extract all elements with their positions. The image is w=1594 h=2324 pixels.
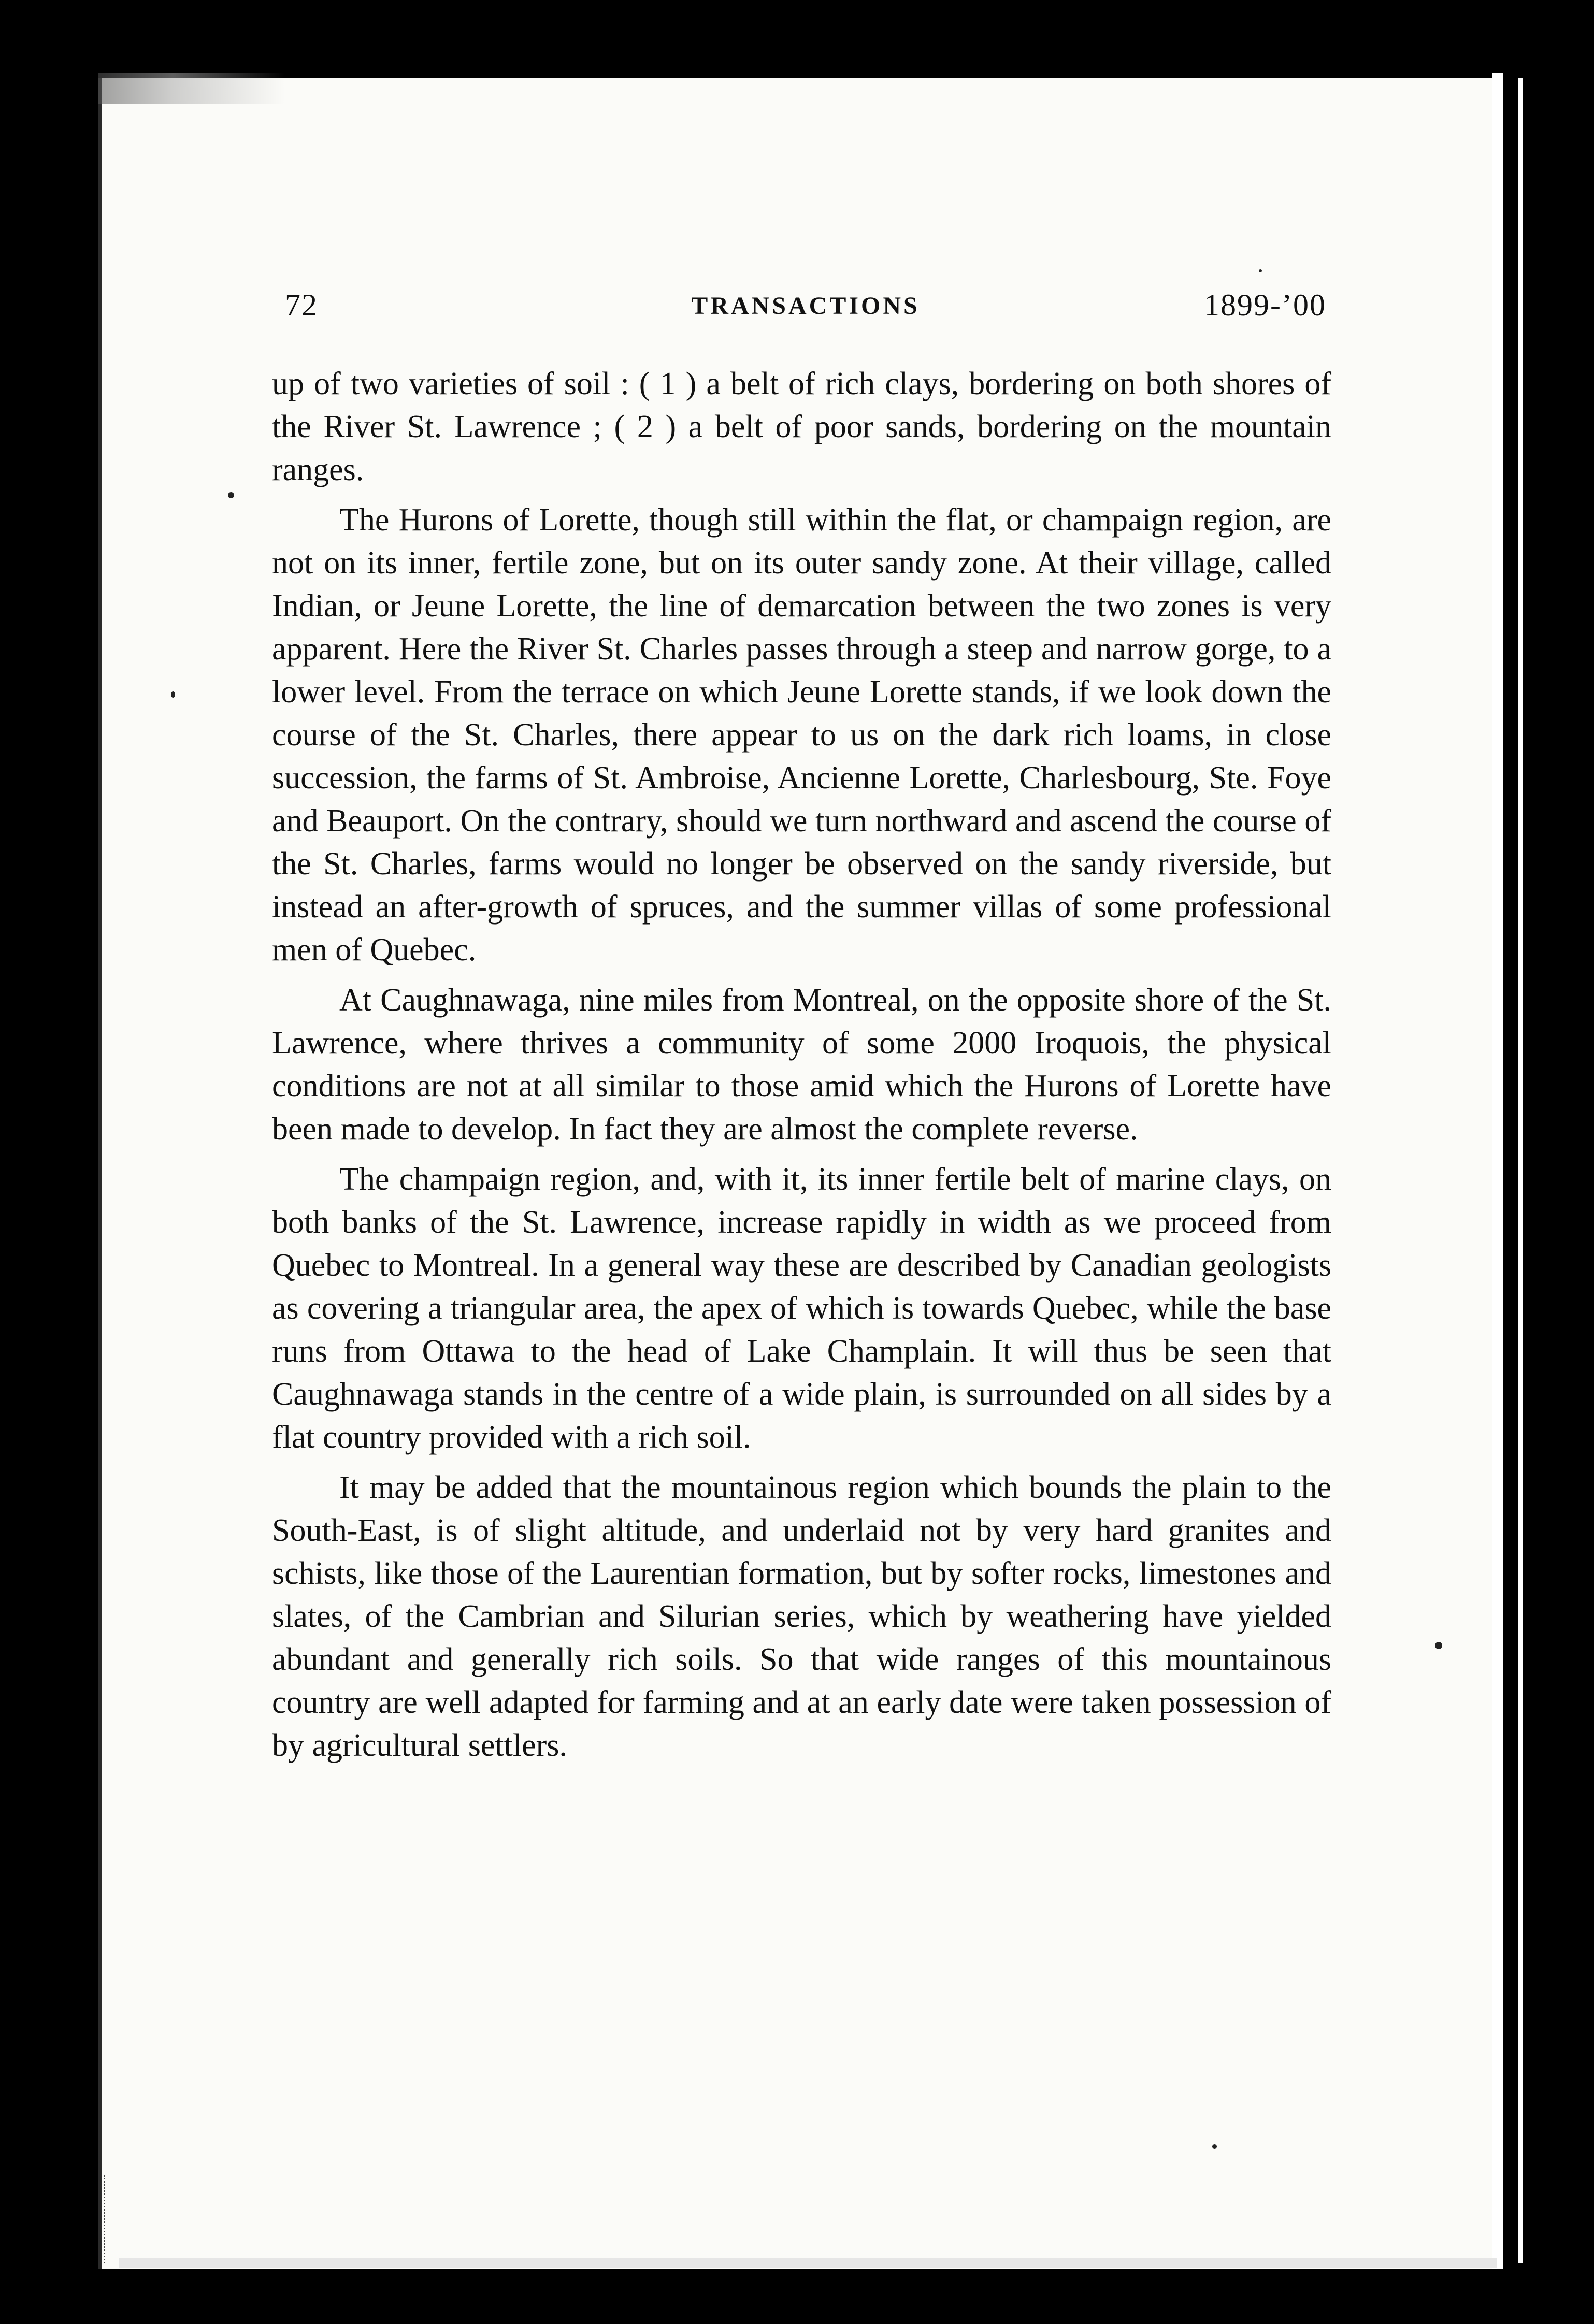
- scan-speck: [1212, 2144, 1217, 2149]
- running-head: [285, 287, 1326, 329]
- running-title: TRANSACTIONS: [691, 292, 920, 320]
- paragraph-4: The champaign region, and, with it, its inner fertile belt of marine clays, on both banks of the St. Lawrence, increase rapidly in width as we proceed from Quebec to Montreal. In a general way these are described by Canadian geologists as covering a triangular area, the apex of which is towards Quebec, while the base runs from Ottawa to the head of Lake Champlain. It will thus be seen that Caughnawaga stands in the centre of a wide plain, is surrounded on all sides by a flat country provided with a rich soil.: [272, 1162, 1331, 1455]
- scan-speck: [1435, 1642, 1442, 1649]
- scan-smudge: [98, 73, 285, 104]
- binding-marks: [104, 2175, 126, 2263]
- paragraph-3: At Caughnawaga, nine miles from Montreal, on the opposite shore of the St. Lawrence, where thrives a community of some 2000 Iroquois, the physical conditions are not at all similar to those amid which the Hurons of Lorette have been made to develop. In fact they are almost the complete reverse.: [272, 983, 1331, 1147]
- scan-speck: [228, 492, 234, 498]
- page-edge-right: [1492, 73, 1503, 2269]
- body-text: [272, 363, 1331, 1774]
- page-edge-right-inner: [1518, 78, 1523, 2263]
- paragraph-2: The Hurons of Lorette, though still within the flat, or champaign region, are not on its inner, fertile zone, but on its outer sandy zone. At their village, called Indian, or Jeune Lorette, the line of demarcation between the two zones is very apparent. Here the River St. Charles passes through a steep and narrow gorge, to a lower level. From the terrace on which Jeune Lorette stands, if we look down the course of the St. Charles, there appear to us on the dark rich loams, in close succession, the farms of St. Ambroise, Ancienne Lorette, Charlesbourg, Ste. Foye and Beauport. On the contrary, should we turn northward and ascend the course of the St. Charles, farms would no longer be observed on the sandy riverside, but instead an after-growth of spruces, and the summer villas of some professional men of Quebec.: [272, 502, 1331, 968]
- page-bottom-edge: [119, 2258, 1497, 2268]
- page-number: 72: [285, 288, 318, 322]
- scan-speck: [171, 691, 175, 698]
- running-year: 1899-’00: [1204, 288, 1326, 322]
- paragraph-1: up of two varieties of soil : ( 1 ) a belt of rich clays, bordering on both shores of the River St. Lawrence ; ( 2 ) a belt of poor sands, bordering on the mountain ranges.: [272, 366, 1331, 487]
- scan-speck: [1259, 269, 1262, 272]
- paragraph-5: It may be added that the mountainous region which bounds the plain to the South-East, is of slight altitude, and underlaid not by very hard granites and schists, like those of the Laurentian formation, but by softer rocks, limestones and slates, of the Cambrian and Silurian series, which by weathering have yielded abundant and generally rich soils. So that wide ranges of this mountainous country are well adapted for farming and at an early date were taken possession of by agricultural settlers.: [272, 1470, 1331, 1763]
